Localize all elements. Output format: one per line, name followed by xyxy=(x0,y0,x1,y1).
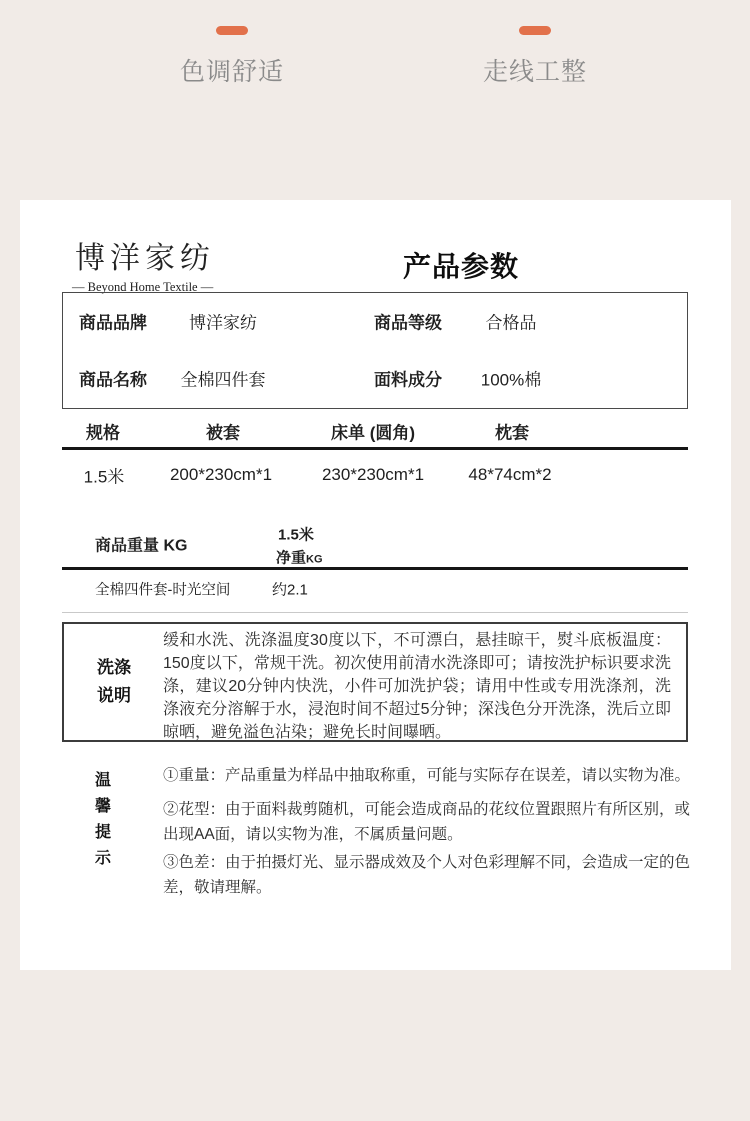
info-label-name: 商品名称 xyxy=(79,370,147,390)
spec-header-duvet: 被套 xyxy=(206,423,240,443)
weight-col-net xyxy=(276,547,323,568)
washing-instructions-box xyxy=(62,622,688,742)
spec-value-sheet: 230*230cm*1 xyxy=(321,465,425,484)
spec-value-duvet: 200*230cm*1 xyxy=(169,465,273,484)
info-value-name: 全棉四件套 xyxy=(180,370,266,390)
tips-label-char: 示 xyxy=(94,850,111,867)
tips-label xyxy=(93,768,113,872)
product-info-table xyxy=(62,292,688,409)
weight-col-net-text: 净重 xyxy=(276,549,307,567)
brand-logo xyxy=(72,233,215,295)
spec-header-sheet: 床单 (圆角) xyxy=(330,423,416,443)
divider-rule xyxy=(62,447,688,450)
weight-row-value: 约2.1 xyxy=(272,581,308,599)
feature-label: 走线工整 xyxy=(482,58,587,86)
accent-dash-icon xyxy=(519,26,551,35)
feature-label: 色调舒适 xyxy=(179,58,284,86)
weight-label: 商品重量 KG xyxy=(95,537,188,555)
brand-logo-english: — Beyond Home Textile — xyxy=(72,280,214,294)
washing-label xyxy=(92,654,136,710)
page-title: 产品参数 xyxy=(403,251,520,282)
tip-color-diff: ③色差：由于拍摄灯光、显示器成效及个人对色彩理解不同，会造成一定的色差，敬请理解。 xyxy=(163,854,691,896)
feature-neat-stitching xyxy=(435,0,635,88)
tips-label-char: 提 xyxy=(94,824,111,841)
accent-dash-icon xyxy=(216,26,248,35)
weight-row-name: 全棉四件套-时光空间 xyxy=(95,582,231,599)
tips-label-char: 温 xyxy=(94,772,111,789)
washing-text: 缓和水洗、洗涤温度30度以下，不可漂白，悬挂晾干，熨斗底板温度：150度以下，常规干洗。初次使用前清水洗涤即可；请按洗护标识要求洗涤，建议20分钟内快洗，小件可加洗护袋；请用中性或专用洗涤剂，洗涤液充分溶解于水，浸泡时间不超过5分钟；深浅色分开洗涤，洗后立即晾晒，避免溢色沾染；避免长时间曝晒。 xyxy=(163,632,671,741)
brand-logo-chinese: 博洋家纺 xyxy=(75,242,215,275)
tip-weight: ①重量：产品重量为样品中抽取称重，可能与实际存在误差，请以实物为准。 xyxy=(163,767,691,784)
tip-pattern: ②花型：由于面料裁剪随机，可能会造成商品的花纹位置跟照片有所区别，或出现AA面，请以实物为准，不属质量问题。 xyxy=(163,801,691,843)
spec-header-size: 规格 xyxy=(86,423,120,443)
feature-color-comfort xyxy=(132,0,332,88)
spec-value-pillowcase: 48*74cm*2 xyxy=(468,465,552,484)
info-label-brand: 商品品牌 xyxy=(79,313,147,333)
info-value-brand: 博洋家纺 xyxy=(189,313,257,333)
spec-header-pillowcase: 枕套 xyxy=(495,423,529,443)
info-value-fabric: 100%棉 xyxy=(480,370,542,390)
divider-rule-thin xyxy=(62,612,688,613)
tips-label-char: 馨 xyxy=(94,798,111,815)
info-label-fabric: 面料成分 xyxy=(374,370,442,390)
spec-value-size: 1.5米 xyxy=(83,467,125,487)
weight-col-size: 1.5米 xyxy=(278,526,314,544)
info-label-grade: 商品等级 xyxy=(374,313,442,333)
divider-rule xyxy=(62,567,688,570)
washing-label-line2: 说明 xyxy=(97,686,131,705)
weight-col-net-unit: KG xyxy=(306,553,323,566)
info-value-grade: 合格品 xyxy=(485,313,537,333)
washing-label-line1: 洗涤 xyxy=(97,658,131,677)
product-parameters-card xyxy=(20,200,731,970)
